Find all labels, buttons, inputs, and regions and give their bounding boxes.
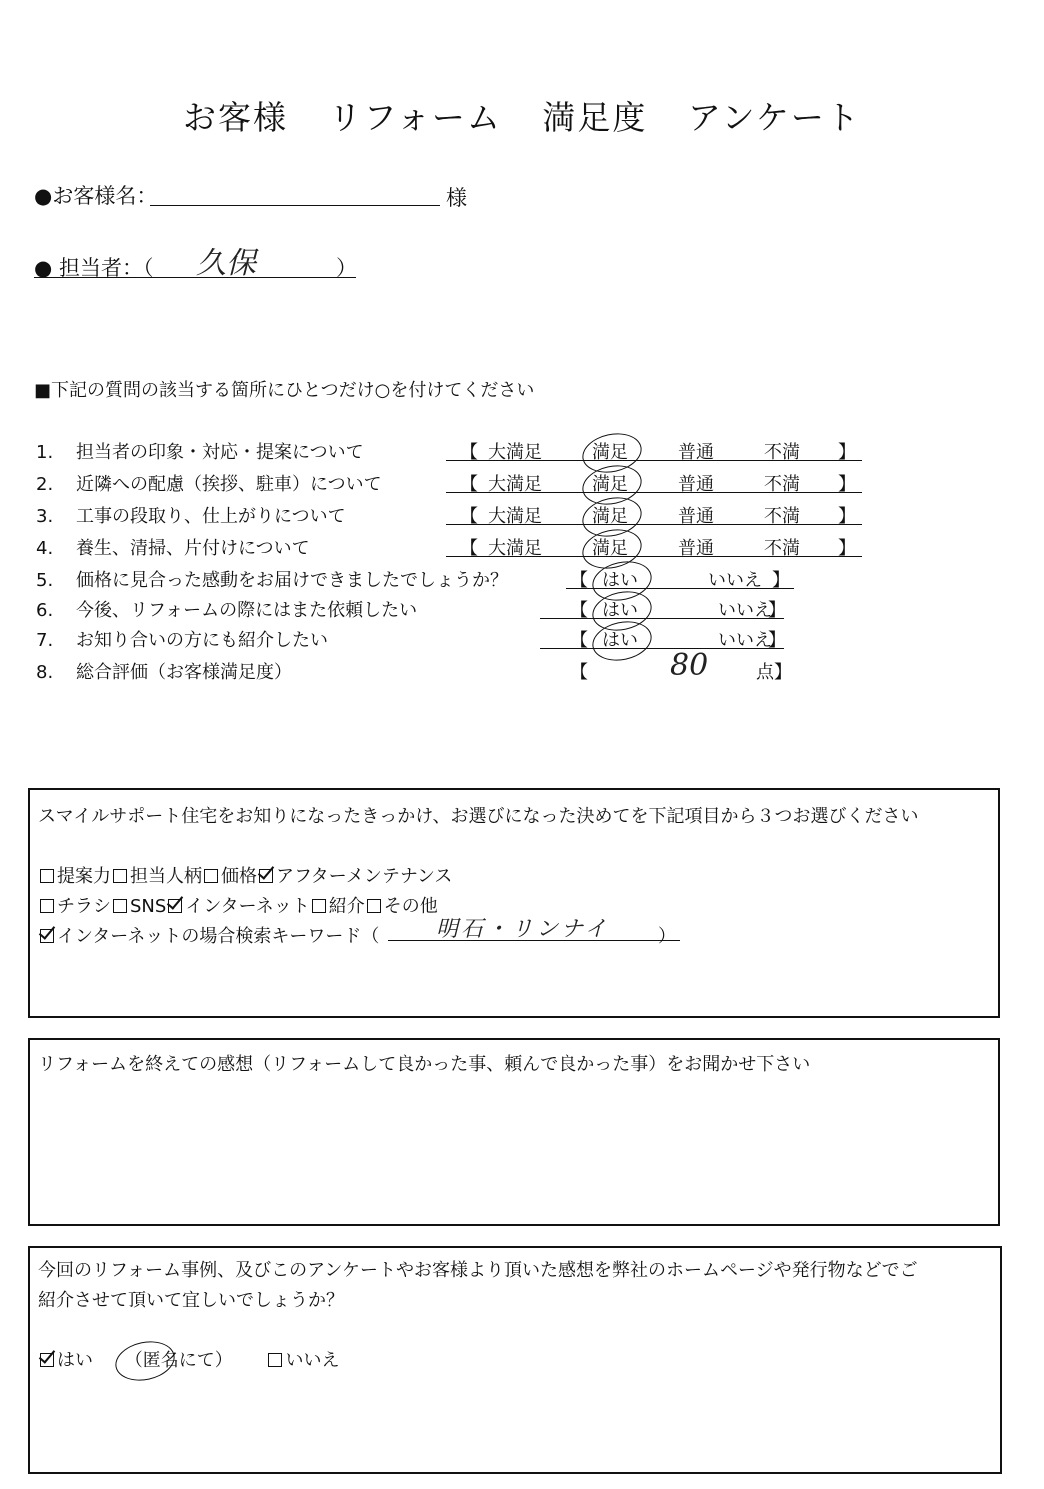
bracket-close: 】 xyxy=(838,538,856,559)
impression-answer-area[interactable] xyxy=(38,1084,988,1214)
option-futsuu[interactable]: 普通 xyxy=(678,538,714,559)
checkbox-label: 提案力 xyxy=(57,866,111,887)
checkbox[interactable] xyxy=(40,899,54,913)
bracket-close: 】 xyxy=(772,570,790,591)
answer-row-8 xyxy=(566,648,794,684)
consent-no-label: いいえ xyxy=(285,1350,340,1371)
checkbox[interactable] xyxy=(113,869,127,883)
customer-name-suffix: 様 xyxy=(446,186,467,210)
keyword-row xyxy=(38,922,379,948)
question-3 xyxy=(36,502,346,528)
bracket-open: 【 xyxy=(570,662,588,683)
keyword-close: ） xyxy=(658,926,676,947)
bracket-open: 【 xyxy=(570,570,588,591)
customer-name-row xyxy=(34,180,157,210)
bracket-open: 【 xyxy=(460,538,478,559)
question-text: 養生、清掃、片付けについて xyxy=(76,538,310,559)
question-number: 7. xyxy=(36,630,54,651)
checkbox[interactable] xyxy=(204,869,218,883)
question-number: 8. xyxy=(36,662,54,683)
option-futsuu[interactable]: 普通 xyxy=(678,442,714,463)
bracket-close: 】 xyxy=(838,506,856,527)
checkbox[interactable] xyxy=(113,899,127,913)
checkbox-label: アフターメンテナンス xyxy=(276,866,453,887)
option-fuman[interactable]: 不満 xyxy=(764,442,800,463)
bracket-open: 【 xyxy=(460,506,478,527)
score-unit: 点】 xyxy=(756,662,792,683)
staff-close: ） xyxy=(336,256,357,280)
option-iie[interactable]: いいえ xyxy=(718,600,772,621)
question-number: 5. xyxy=(36,570,54,591)
bracket-close: 】 xyxy=(768,630,786,651)
keyword-label: インターネットの場合検索キーワード（ xyxy=(57,926,380,947)
option-hai-selected[interactable]: はい xyxy=(602,600,638,621)
checkbox[interactable] xyxy=(40,869,54,883)
question-text: お知り合いの方にも紹介したい xyxy=(76,630,328,651)
checkbox-yes-checked[interactable] xyxy=(40,1353,54,1367)
checkbox-label: 担当人柄 xyxy=(130,866,202,887)
customer-name-field[interactable] xyxy=(150,205,440,206)
question-number: 3. xyxy=(36,506,54,527)
checkbox-label: インターネット xyxy=(185,896,310,917)
option-hai-selected[interactable]: はい xyxy=(602,570,638,591)
trigger-heading: スマイルサポート住宅をお知りになったきっかけ、お選びになった決めてを下記項目から３つお選びください xyxy=(38,806,919,827)
answer-row-4 xyxy=(446,538,862,580)
question-text: 今後、リフォームの際にはまた依頼したい xyxy=(76,600,418,621)
title-word: リフォーム xyxy=(328,98,502,137)
bracket-open: 【 xyxy=(570,600,588,621)
question-number: 6. xyxy=(36,600,54,621)
question-1 xyxy=(36,438,364,464)
consent-section xyxy=(28,1246,1002,1474)
checkbox[interactable] xyxy=(312,899,326,913)
option-iie[interactable]: いいえ xyxy=(708,570,762,591)
checkbox-label: 価格 xyxy=(221,866,257,887)
consent-yes-label: はい xyxy=(57,1350,93,1371)
checkbox-label: チラシ xyxy=(57,896,111,917)
page-title xyxy=(0,92,1044,139)
bracket-open: 【 xyxy=(460,442,478,463)
option-manzoku-selected[interactable]: 満足 xyxy=(592,474,628,495)
bracket-open: 【 xyxy=(570,630,588,651)
option-daimanzoku[interactable]: 大満足 xyxy=(488,442,542,463)
customer-name-label: ●お客様名： xyxy=(34,184,158,208)
option-daimanzoku[interactable]: 大満足 xyxy=(488,506,542,527)
trigger-row-2 xyxy=(38,892,438,918)
question-7 xyxy=(36,626,328,652)
impression-section xyxy=(28,1038,1000,1226)
consent-question-line1: 今回のリフォーム事例、及びこのアンケートやお客様より頂いた感想を弊社のホームページや発行物などでご xyxy=(38,1260,918,1281)
staff-value[interactable]: 久保 xyxy=(196,246,256,281)
title-word: アンケート xyxy=(687,98,861,137)
instruction: ■下記の質問の該当する箇所にひとつだけ○を付けてください xyxy=(34,380,535,401)
option-fuman[interactable]: 不満 xyxy=(764,474,800,495)
question-5 xyxy=(36,566,508,592)
option-fuman[interactable]: 不満 xyxy=(764,506,800,527)
question-text: 総合評価（お客様満足度） xyxy=(76,662,292,683)
option-fuman[interactable]: 不満 xyxy=(764,538,800,559)
option-daimanzoku[interactable]: 大満足 xyxy=(488,474,542,495)
checkbox[interactable] xyxy=(367,899,381,913)
bracket-open: 【 xyxy=(460,474,478,495)
keyword-value[interactable]: 明石・リンナイ xyxy=(436,917,610,942)
question-8 xyxy=(36,658,292,684)
option-manzoku-selected[interactable]: 満足 xyxy=(592,538,628,559)
checkbox-label: その他 xyxy=(383,896,438,917)
question-4 xyxy=(36,534,310,560)
option-daimanzoku[interactable]: 大満足 xyxy=(488,538,542,559)
bracket-close: 】 xyxy=(838,442,856,463)
staff-underline xyxy=(34,277,356,278)
bracket-close: 】 xyxy=(768,600,786,621)
checkbox-checked[interactable] xyxy=(40,929,54,943)
question-2 xyxy=(36,470,382,496)
bracket-close: 】 xyxy=(838,474,856,495)
question-number: 4. xyxy=(36,538,54,559)
question-text: 工事の段取り、仕上がりについて xyxy=(76,506,346,527)
question-number: 1. xyxy=(36,442,54,463)
option-manzoku-selected[interactable]: 満足 xyxy=(592,506,628,527)
option-futsuu[interactable]: 普通 xyxy=(678,474,714,495)
score-value[interactable]: 80 xyxy=(670,648,709,683)
option-iie[interactable]: いいえ xyxy=(718,630,772,651)
title-word: 満足度 xyxy=(542,98,648,137)
option-hai-selected[interactable]: はい xyxy=(602,630,638,651)
question-text: 担当者の印象・対応・提案について xyxy=(76,442,364,463)
checkbox-checked[interactable] xyxy=(168,899,182,913)
staff-label: ● 担当者：（ xyxy=(34,256,154,280)
trigger-section xyxy=(28,788,1000,1018)
option-manzoku-selected[interactable]: 満足 xyxy=(592,442,628,463)
consent-anonymous-selected[interactable]: （匿名にて） xyxy=(124,1350,233,1371)
consent-question-line2: 紹介させて頂いて宜しいでしょうか？ xyxy=(38,1290,344,1311)
checkbox-checked[interactable] xyxy=(259,869,273,883)
trigger-row-1 xyxy=(38,862,452,888)
question-text: 価格に見合った感動をお届けできましたでしょうか？ xyxy=(76,570,508,591)
question-text: 近隣への配慮（挨拶、駐車）について xyxy=(76,474,382,495)
question-number: 2. xyxy=(36,474,54,495)
checkbox-no[interactable] xyxy=(268,1353,282,1367)
checkbox-label: SNS xyxy=(130,896,167,917)
question-6 xyxy=(36,596,417,622)
impression-heading: リフォームを終えての感想（リフォームして良かった事、頼んで良かった事）をお聞かせ下さい xyxy=(38,1054,811,1075)
checkbox-label: 紹介 xyxy=(328,896,365,917)
consent-options xyxy=(38,1346,339,1372)
option-futsuu[interactable]: 普通 xyxy=(678,506,714,527)
title-word: お客様 xyxy=(183,98,289,137)
